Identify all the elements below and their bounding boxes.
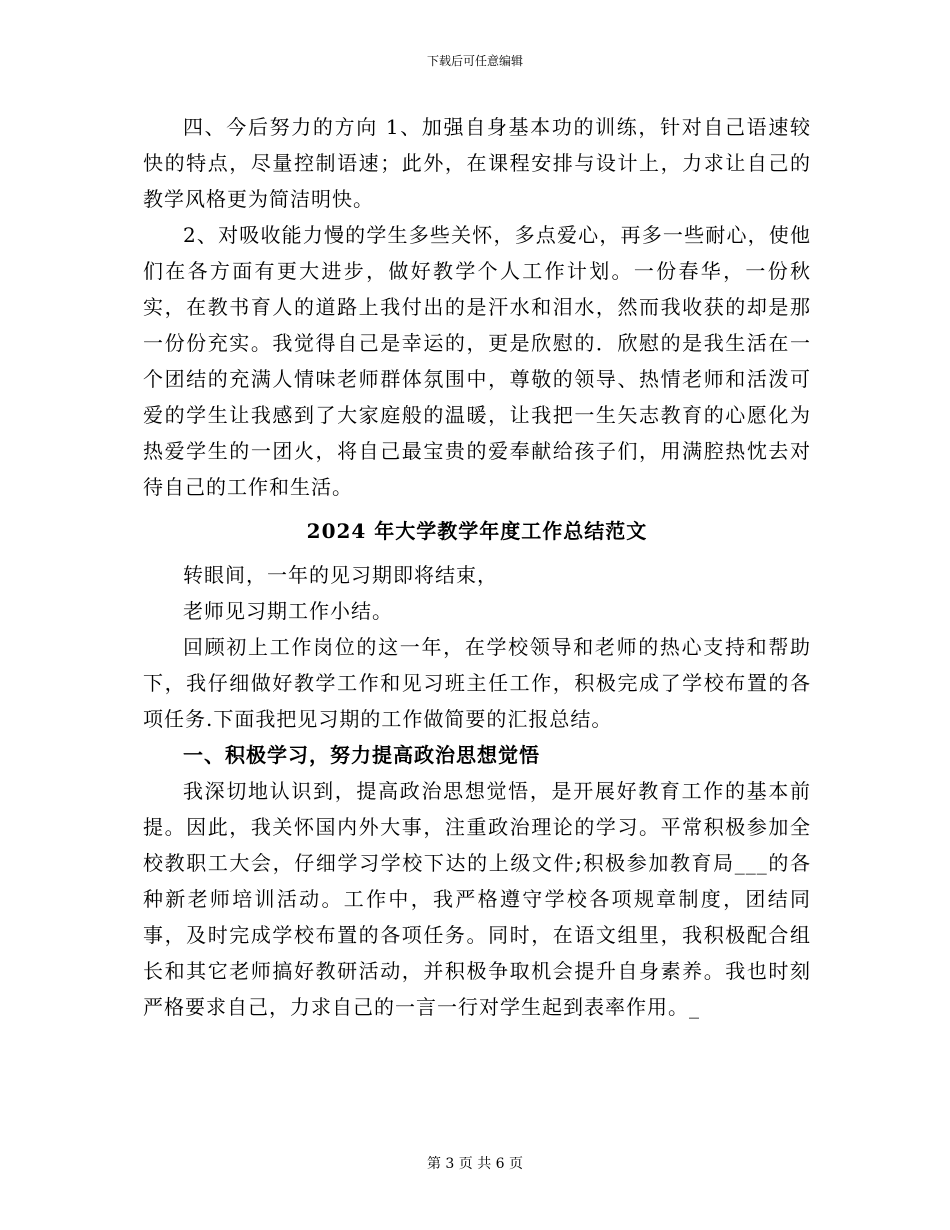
page-number: 第 3 页 共 6 页 xyxy=(426,1156,524,1172)
paragraph-political-study: 我深切地认识到，提高政治思想觉悟，是开展好教育工作的基本前提。因此，我关怀国内外大事，注重政治理论的学习。平常积极参加全校教职工大会，仔细学习学校下达的上级文件;积极参加教育局___的各种新老师培训活动。工作中，我严格遵守学校各项规章制度，团结同事，及时完成学校布置的各项任务。同时，在语文组里，我积极配合组长和其它老师搞好教研活动，并积极争取机会提升自身素养。我也时刻严格要求自己，力求自己的一言一行对学生起到表率作用。_ xyxy=(143,779,811,1019)
section-heading-1: 一、积极学习，努力提高政治思想觉悟 xyxy=(183,743,540,767)
paragraph-review: 回顾初上工作岗位的这一年，在学校领导和老师的热心支持和帮助下，我仔细做好教学工作和见习班主任工作，积极完成了学校布置的各项任务.下面我把见习期的工作做简要的汇报总结。 xyxy=(143,635,811,731)
header-note: 下载后可任意编辑 xyxy=(426,54,523,68)
document-body xyxy=(143,109,811,1025)
document-title: 2024 年大学教学年度工作总结范文 xyxy=(306,519,648,543)
paragraph-intro-2: 老师见习期工作小结。 xyxy=(183,599,393,623)
paragraph-student-care: 2、对吸收能力慢的学生多些关怀，多点爱心，再多一些耐心，使他们在各方面有更大进步，做好教学个人工作计划。一份春华，一份秋实，在教书育人的道路上我付出的是汗水和泪水，然而我收获的却是那一份份充实。我觉得自己是幸运的，更是欣慰的．欣慰的是我生活在一个团结的充满人情味老师群体氛围中，尊敬的领导、热情老师和活泼可爱的学生让我感到了大家庭般的温暖，让我把一生矢志教育的心愿化为热爱学生的一团火，将自己最宝贵的爱奉献给孩子们，用满腔热忱去对待自己的工作和生活。 xyxy=(143,223,811,499)
paragraph-future-direction: 四、今后努力的方向 1、加强自身基本功的训练，针对自己语速较快的特点，尽量控制语速；此外，在课程安排与设计上，力求让自己的教学风格更为简洁明快。 xyxy=(143,115,811,211)
paragraph-intro-1: 转眼间，一年的见习期即将结束， xyxy=(183,563,498,587)
